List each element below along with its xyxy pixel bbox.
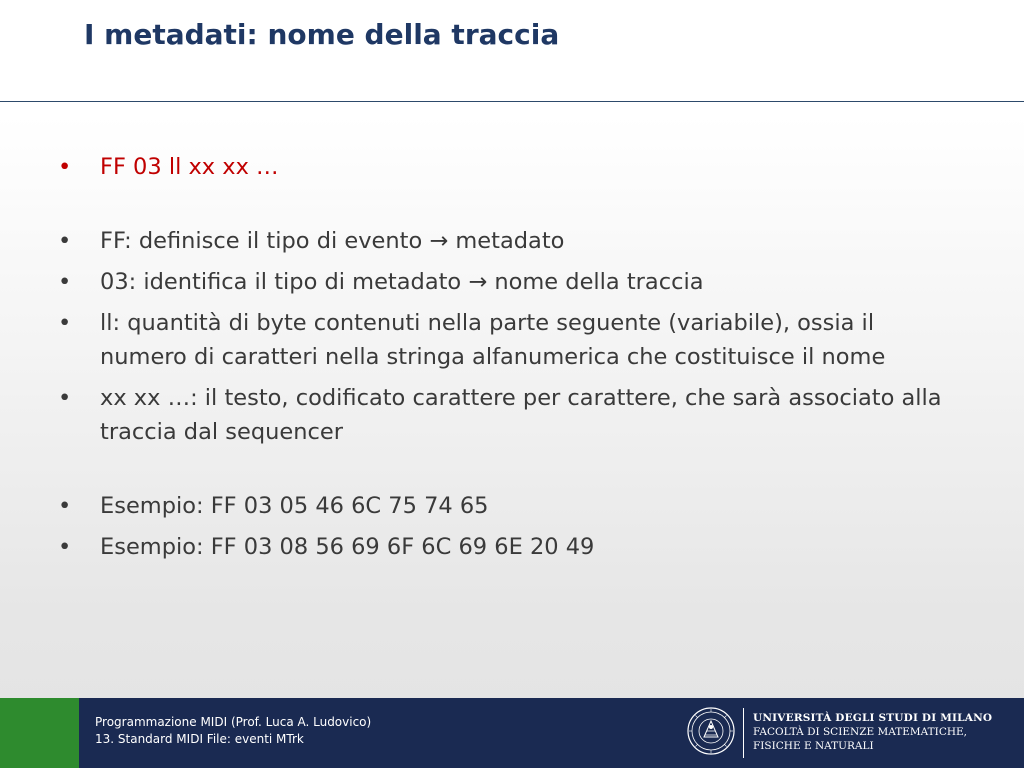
bullet-text: ll: quantità di byte contenuti nella parte seguente (variabile), ossia il numero di caratteri nella stringa alfanumerica che costituisce il nome <box>100 310 886 370</box>
bullet-dot: • <box>58 493 72 519</box>
university-name: UNIVERSITÀ DEGLI STUDI DI MILANO <box>753 712 993 724</box>
bullet-dot: • <box>58 385 72 411</box>
bullet-dot: • <box>58 269 72 295</box>
bullet-item-03 <box>58 265 958 299</box>
bullet-item-example-1 <box>58 489 958 523</box>
bullet-text: 03: identifica il tipo di metadato → nome della traccia <box>100 269 704 295</box>
faculty-line-2: FISICHE E NATURALI <box>753 740 874 752</box>
bullet-dot: • <box>58 154 72 180</box>
footer-course-info <box>95 714 371 748</box>
bullet-text: FF 03 ll xx xx … <box>100 154 279 180</box>
footer-divider <box>743 708 744 758</box>
university-seal-icon <box>687 707 735 755</box>
bullet-dot: • <box>58 228 72 254</box>
bullet-item-ff <box>58 224 958 258</box>
faculty-line-1: FACOLTÀ DI SCIENZE MATEMATICHE, <box>753 726 968 738</box>
footer-course: Programmazione MIDI (Prof. Luca A. Ludovico) <box>95 715 372 729</box>
slide-title: I metadati: nome della traccia <box>84 18 560 51</box>
bullet-text: xx xx …: il testo, codificato carattere per carattere, che sarà associato alla traccia dal sequencer <box>100 385 942 445</box>
bullet-dot: • <box>58 310 72 336</box>
bullet-item-xx <box>58 381 958 449</box>
university-block <box>753 711 992 753</box>
bullet-text: Esempio: FF 03 05 46 6C 75 74 65 <box>100 493 489 519</box>
bullet-list <box>58 150 958 571</box>
bullet-text: Esempio: FF 03 08 56 69 6F 6C 69 6E 20 49 <box>100 534 595 560</box>
title-divider <box>0 101 1024 102</box>
footer-accent-block <box>0 698 79 768</box>
footer-bar <box>0 698 1024 768</box>
bullet-text: FF: definisce il tipo di evento → metadato <box>100 228 565 254</box>
bullet-dot: • <box>58 534 72 560</box>
footer-lesson: 13. Standard MIDI File: eventi MTrk <box>95 732 304 746</box>
bullet-item-example-2 <box>58 530 958 564</box>
bullet-item-syntax <box>58 150 958 184</box>
bullet-item-ll <box>58 306 958 374</box>
